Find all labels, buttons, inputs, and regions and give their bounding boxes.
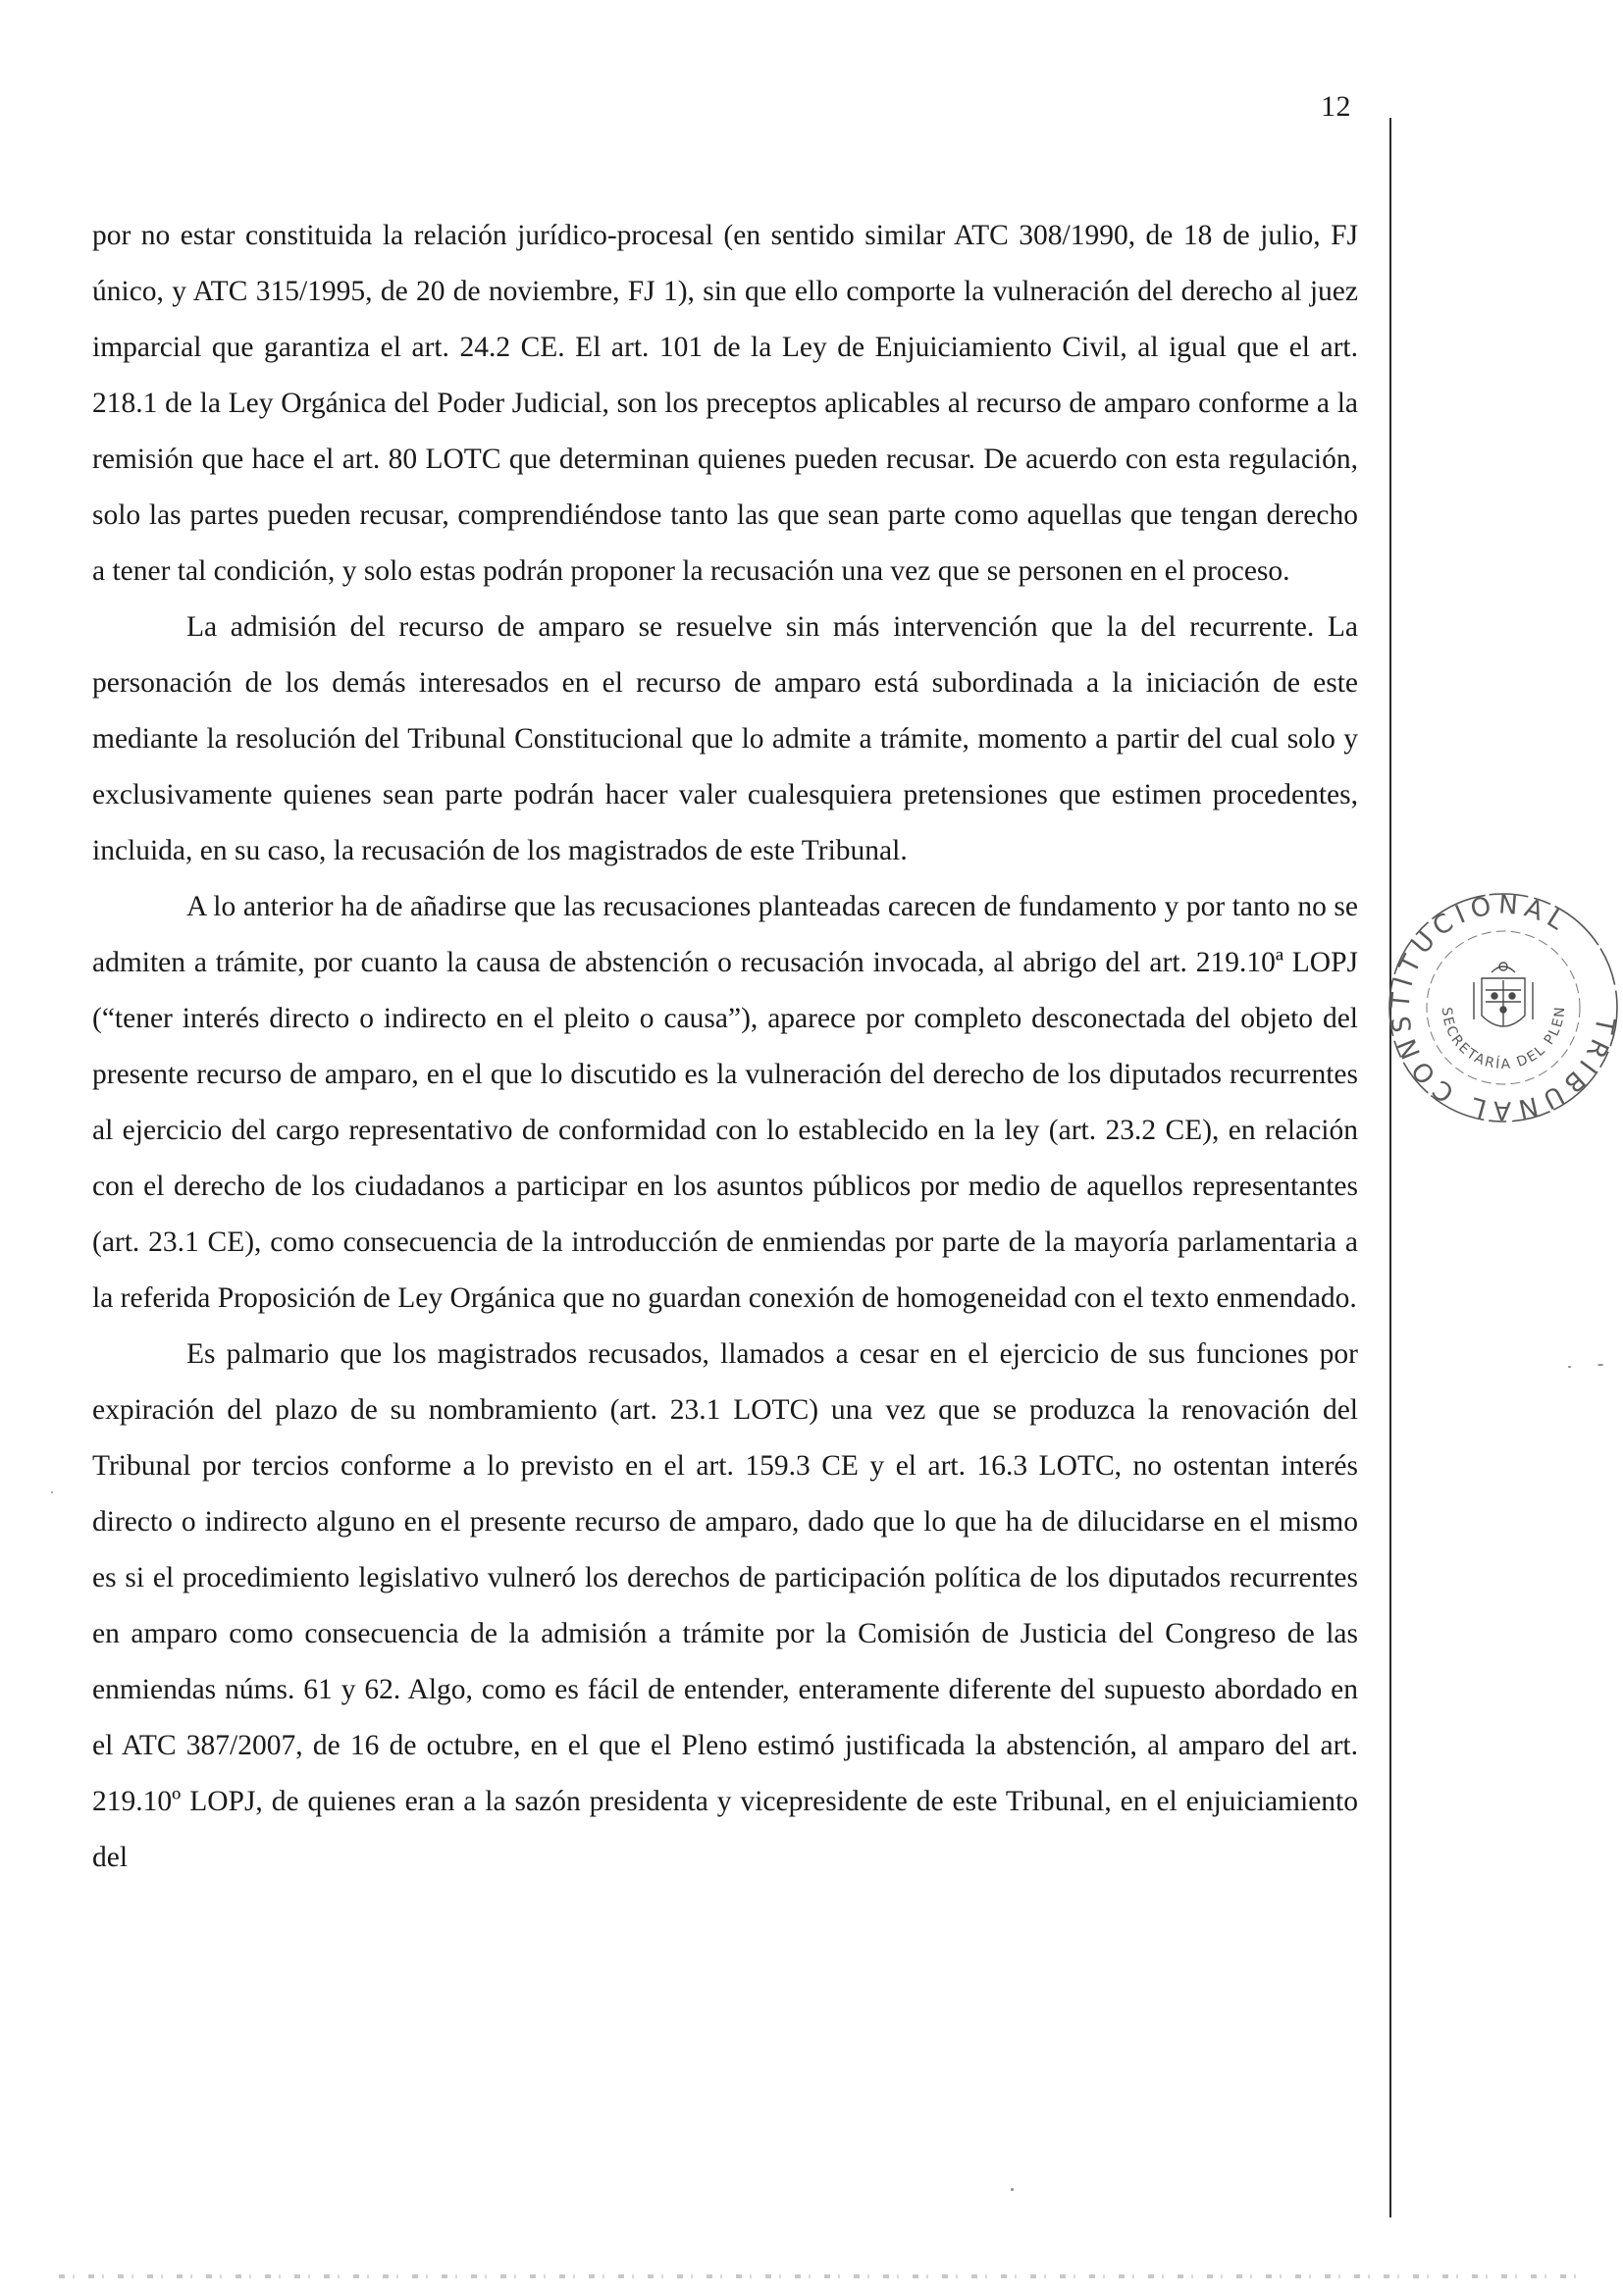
seal-inner-text: SECRETARÍA DEL PLEN: [1438, 1005, 1569, 1073]
official-seal-stamp: [1384, 888, 1623, 1127]
scan-noise-bottom: [59, 2274, 1590, 2278]
paragraph: La admisión del recurso de amparo se resuelve sin más intervención que la del recurrente. La personación de los demás interesados en el recurso de amparo está subordinada a la iniciación de este mediante la resolución del Tribunal Constitucional que lo admite a trámite, momento a partir del cual solo y exclusivamente quienes sean parte podrán hacer valer cualesquiera pretensiones que estimen procedentes, incluida, en su caso, la recusación de los magistrados de este Tribunal.: [92, 611, 1358, 866]
scan-speck: [1011, 2188, 1014, 2191]
paragraph: A lo anterior ha de añadirse que las recusaciones planteadas carecen de fundamento y por tanto no se admiten a trámite, por cuanto la causa de abstención o recusación invocada, al abrigo del art. 219.10ª LOPJ (“tener interés directo o indirecto en el pleito o causa”), aparece por completo desconectada del objeto del presente recurso de amparo, en el que lo discutido es la vulneración del derecho de los diputados recurrentes al ejercicio del cargo representativo de conformidad con lo establecido en la ley (art. 23.2 CE), en relación con el derecho de los ciudadanos a participar en los asuntos públicos por medio de aquellos representantes (art. 23.1 CE), como consecuencia de la introducción de enmiendas por parte de la mayoría parlamentaria a la referida Proposición de Ley Orgánica que no guardan conexión de homogeneidad con el texto enmendado.: [92, 891, 1358, 1314]
seal-outer-text: TRIBUNAL CONSTITUCIONAL: [1386, 890, 1620, 1125]
scan-speck: [51, 1491, 53, 1493]
paragraph-continuation: por no estar constituida la relación jurídico-procesal (en sentido similar ATC 308/1990, de 18 de julio, FJ único, y ATC 315/1995, de 20 de noviembre, FJ 1), sin que ello comporte la vulneración del derecho al juez imparcial que garantiza el art. 24.2 CE. El art. 101 de la Ley de Enjuiciamiento Civil, al igual que el art. 218.1 de la Ley Orgánica del Poder Judicial, son los preceptos aplicables al recurso de amparo conforme a la remisión que hace el art. 80 LOTC que determinan quienes pueden recusar. De acuerdo con esta regulación, solo las partes pueden recusar, comprendiéndose tanto las que sean parte como aquellas que tengan derecho a tener tal condición, y solo estas podrán proponer la recusación una vez que se personen en el proceso.: [92, 220, 1358, 587]
document-body: [92, 208, 1358, 1886]
paragraph: Es palmario que los magistrados recusados, llamados a cesar en el ejercicio de sus funciones por expiración del plazo de su nombramiento (art. 23.1 LOTC) una vez que se produzca la renovación del Tribunal por tercios conforme a lo previsto en el art. 159.3 CE y el art. 16.3 LOTC, no ostentan interés directo o indirecto alguno en el presente recurso de amparo, dado que lo que ha de dilucidarse en el mismo es si el procedimiento legislativo vulneró los derechos de participación política de los diputados recurrentes en amparo como consecuencia de la admisión a trámite por la Comisión de Justicia del Congreso de las enmiendas núms. 61 y 62. Algo, como es fácil de entender, enteramente diferente del supuesto abordado en el ATC 387/2007, de 16 de octubre, en el que el Pleno estimó justificada la abstención, al amparo del art. 219.10º LOPJ, de quienes eran a la sazón presidenta y vicepresidente de este Tribunal, en el enjuiciamiento del: [92, 1338, 1358, 1873]
coat-of-arms-icon: [1474, 963, 1533, 1026]
margin-rule: [1389, 118, 1391, 2218]
scan-speck: [1568, 1366, 1571, 1368]
scan-speck: [1597, 1364, 1603, 1366]
page-number: 12: [1321, 90, 1351, 123]
